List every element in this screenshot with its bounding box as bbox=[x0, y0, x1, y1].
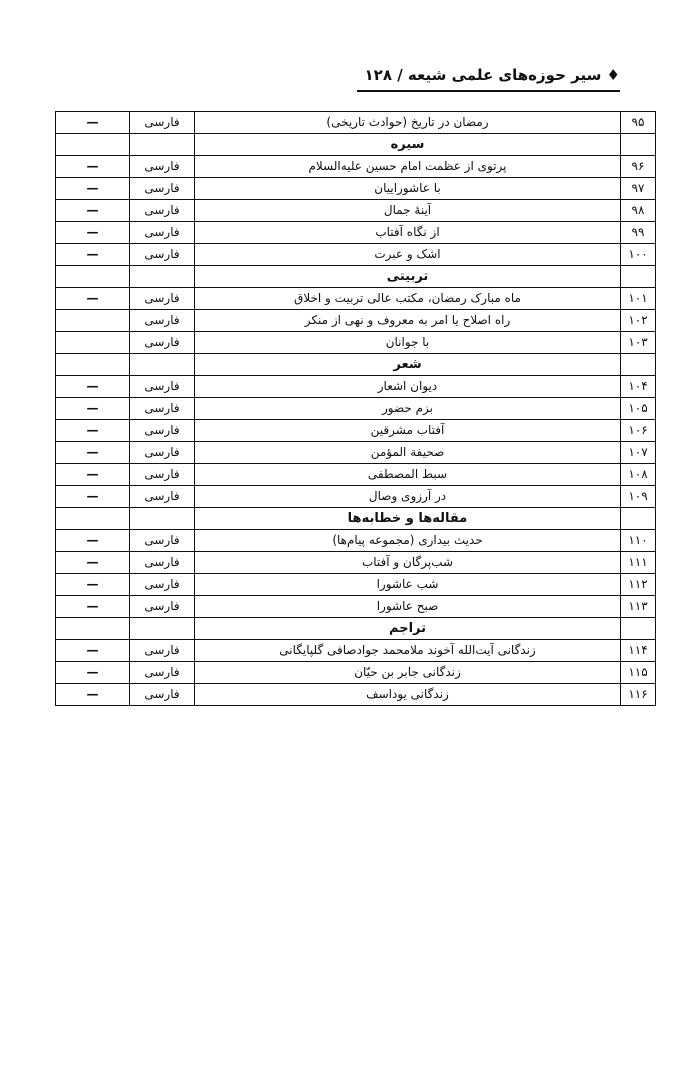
row-extra: — bbox=[56, 398, 130, 420]
table-row bbox=[56, 662, 656, 684]
row-language: فارسی bbox=[130, 376, 195, 398]
row-title: شب عاشورا bbox=[195, 574, 621, 596]
row-extra: — bbox=[56, 530, 130, 552]
row-language: فارسی bbox=[130, 288, 195, 310]
section-heading-row bbox=[56, 508, 656, 530]
row-extra: — bbox=[56, 112, 130, 134]
row-title: آفتاب مشرقین bbox=[195, 420, 621, 442]
row-number: ۹۶ bbox=[621, 156, 656, 178]
row-extra: — bbox=[56, 222, 130, 244]
row-title: راه اصلاح یا امر به معروف و نهی از منکر bbox=[195, 310, 621, 332]
row-title: حدیث بیداری (مجموعه پیام‌ها) bbox=[195, 530, 621, 552]
table-row bbox=[56, 310, 656, 332]
row-title: تربیتی bbox=[195, 266, 621, 288]
table-row bbox=[56, 156, 656, 178]
row-extra bbox=[56, 134, 130, 156]
row-title: سبط المصطفی bbox=[195, 464, 621, 486]
row-number bbox=[621, 354, 656, 376]
table-row bbox=[56, 200, 656, 222]
row-number: ۱۰۳ bbox=[621, 332, 656, 354]
row-title: دیوان اشعار bbox=[195, 376, 621, 398]
row-language: فارسی bbox=[130, 222, 195, 244]
row-extra: — bbox=[56, 244, 130, 266]
row-extra bbox=[56, 354, 130, 376]
row-language: فارسی bbox=[130, 596, 195, 618]
table-row bbox=[56, 178, 656, 200]
row-language: فارسی bbox=[130, 178, 195, 200]
row-title: از نگاه آفتاب bbox=[195, 222, 621, 244]
row-title: مقاله‌ها و خطابه‌ها bbox=[195, 508, 621, 530]
row-number: ۱۱۵ bbox=[621, 662, 656, 684]
row-extra: — bbox=[56, 640, 130, 662]
table-row bbox=[56, 244, 656, 266]
row-title: آینهٔ جمال bbox=[195, 200, 621, 222]
row-number: ۱۰۴ bbox=[621, 376, 656, 398]
row-extra: — bbox=[56, 486, 130, 508]
row-language: فارسی bbox=[130, 640, 195, 662]
row-extra: — bbox=[56, 464, 130, 486]
row-number bbox=[621, 134, 656, 156]
table-row bbox=[56, 420, 656, 442]
section-heading-row bbox=[56, 354, 656, 376]
row-title: تراجم bbox=[195, 618, 621, 640]
row-extra bbox=[56, 508, 130, 530]
row-extra: — bbox=[56, 288, 130, 310]
row-language: فارسی bbox=[130, 662, 195, 684]
row-language: فارسی bbox=[130, 398, 195, 420]
row-number: ۱۱۲ bbox=[621, 574, 656, 596]
row-number bbox=[621, 266, 656, 288]
row-language: فارسی bbox=[130, 244, 195, 266]
row-title: سیره bbox=[195, 134, 621, 156]
row-language: فارسی bbox=[130, 574, 195, 596]
row-number: ۹۵ bbox=[621, 112, 656, 134]
row-language: فارسی bbox=[130, 486, 195, 508]
row-title: شعر bbox=[195, 354, 621, 376]
row-language: فارسی bbox=[130, 112, 195, 134]
row-number: ۱۰۰ bbox=[621, 244, 656, 266]
row-title: زندگانی جابر بن حیّان bbox=[195, 662, 621, 684]
row-extra: — bbox=[56, 684, 130, 706]
row-language: فارسی bbox=[130, 442, 195, 464]
table-row bbox=[56, 442, 656, 464]
table-row bbox=[56, 464, 656, 486]
publications-table bbox=[55, 111, 656, 706]
page-header: ♦ سیر حوزه‌های علمی شیعه / ۱۲۸ bbox=[364, 66, 620, 84]
section-heading-row bbox=[56, 134, 656, 156]
row-title: صحیفة المؤمن bbox=[195, 442, 621, 464]
table-row bbox=[56, 112, 656, 134]
row-extra bbox=[56, 266, 130, 288]
row-extra bbox=[56, 618, 130, 640]
row-extra: — bbox=[56, 200, 130, 222]
row-number: ۱۱۱ bbox=[621, 552, 656, 574]
row-number: ۹۸ bbox=[621, 200, 656, 222]
row-number: ۱۰۸ bbox=[621, 464, 656, 486]
row-extra: — bbox=[56, 376, 130, 398]
table-row bbox=[56, 332, 656, 354]
table-row bbox=[56, 398, 656, 420]
table-row bbox=[56, 640, 656, 662]
row-title: رمضان در تاریخ (حوادث تاریخی) bbox=[195, 112, 621, 134]
table-row bbox=[56, 222, 656, 244]
row-number: ۹۷ bbox=[621, 178, 656, 200]
row-language bbox=[130, 266, 195, 288]
row-number: ۱۰۹ bbox=[621, 486, 656, 508]
row-language: فارسی bbox=[130, 310, 195, 332]
table-row bbox=[56, 486, 656, 508]
row-language: فارسی bbox=[130, 684, 195, 706]
row-number bbox=[621, 618, 656, 640]
row-title: بزم حضور bbox=[195, 398, 621, 420]
row-extra: — bbox=[56, 596, 130, 618]
row-language: فارسی bbox=[130, 464, 195, 486]
row-language: فارسی bbox=[130, 332, 195, 354]
table-row bbox=[56, 288, 656, 310]
row-number: ۱۰۲ bbox=[621, 310, 656, 332]
row-language: فارسی bbox=[130, 530, 195, 552]
table-body bbox=[56, 112, 656, 706]
row-number: ۱۱۰ bbox=[621, 530, 656, 552]
row-extra: — bbox=[56, 552, 130, 574]
row-number: ۱۰۶ bbox=[621, 420, 656, 442]
row-number bbox=[621, 508, 656, 530]
row-title: با عاشوراییان bbox=[195, 178, 621, 200]
row-number: ۹۹ bbox=[621, 222, 656, 244]
row-extra: — bbox=[56, 662, 130, 684]
row-title: زندگانی یوداسف bbox=[195, 684, 621, 706]
row-language: فارسی bbox=[130, 420, 195, 442]
table-row bbox=[56, 552, 656, 574]
row-number: ۱۰۵ bbox=[621, 398, 656, 420]
row-number: ۱۱۳ bbox=[621, 596, 656, 618]
row-language bbox=[130, 508, 195, 530]
row-number: ۱۱۴ bbox=[621, 640, 656, 662]
table-row bbox=[56, 684, 656, 706]
row-title: ماه مبارک رمضان، مکتب عالی تربیت و اخلاق bbox=[195, 288, 621, 310]
row-language: فارسی bbox=[130, 552, 195, 574]
row-language bbox=[130, 354, 195, 376]
section-heading-row bbox=[56, 618, 656, 640]
row-title: با جوانان bbox=[195, 332, 621, 354]
section-heading-row bbox=[56, 266, 656, 288]
row-title: صبح عاشورا bbox=[195, 596, 621, 618]
table-row bbox=[56, 596, 656, 618]
row-extra: — bbox=[56, 442, 130, 464]
row-language: فارسی bbox=[130, 200, 195, 222]
row-extra bbox=[56, 332, 130, 354]
table-row bbox=[56, 574, 656, 596]
row-number: ۱۱۶ bbox=[621, 684, 656, 706]
row-title: پرتوی از عظمت امام حسین علیه‌السلام bbox=[195, 156, 621, 178]
row-language bbox=[130, 618, 195, 640]
row-title: شب‌پرگان و آفتاب bbox=[195, 552, 621, 574]
row-title: زندگانی آیت‌الله آخوند ملامحمد جوادصافی گلپایگانی bbox=[195, 640, 621, 662]
row-number: ۱۰۷ bbox=[621, 442, 656, 464]
row-extra: — bbox=[56, 178, 130, 200]
row-number: ۱۰۱ bbox=[621, 288, 656, 310]
row-extra: — bbox=[56, 156, 130, 178]
row-extra: — bbox=[56, 420, 130, 442]
table-row bbox=[56, 530, 656, 552]
row-language: فارسی bbox=[130, 156, 195, 178]
row-extra bbox=[56, 310, 130, 332]
row-title: در آرزوی وصال bbox=[195, 486, 621, 508]
row-extra: — bbox=[56, 574, 130, 596]
row-language bbox=[130, 134, 195, 156]
header-rule bbox=[357, 90, 620, 92]
table-row bbox=[56, 376, 656, 398]
row-title: اشک و عبرت bbox=[195, 244, 621, 266]
